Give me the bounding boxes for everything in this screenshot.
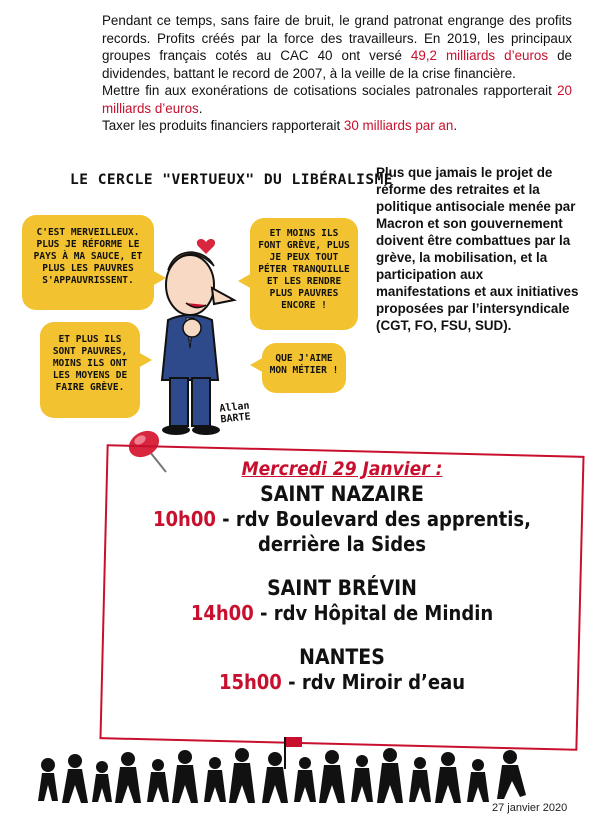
intro-paragraph-3: Taxer les produits financiers rapporterait 30 milliards par an. — [102, 118, 458, 133]
event-date: Mercredi 29 Janvier : — [241, 458, 443, 480]
event-city-saint-nazaire: SAINT NAZAIRE — [260, 482, 424, 506]
event-city-saint-brevin: SAINT BRÉVIN — [267, 576, 417, 600]
speech-bubble-1: C'EST MERVEILLEUX. PLUS JE RÉFORME LE PAYS À MA SAUCE, ET PLUS LES PAUVRES S'APPAUVRISSENT. — [22, 215, 154, 310]
event-detail-saint-brevin: 14h00 - rdv Hôpital de Mindin — [190, 601, 494, 625]
event-list — [103, 457, 581, 695]
event-city-nantes: NANTES — [299, 645, 385, 669]
event-detail-saint-nazaire: 10h00 - rdv Boulevard des apprentis, derrière la Sides — [153, 507, 531, 556]
intro-paragraph-1: Pendant ce temps, sans faire de bruit, le grand patronat engrange des profits records. Profits créés par la force des travailleurs. En 2019, les principaux groupes français cotés au CAC 40 ont versé 49,2 milliards d’euros de dividendes, battant le record de 2007, à la veille de la crise financière. — [102, 13, 572, 81]
cartoon-title: LE CERCLE "VERTUEUX" DU LIBÉRALISME — [70, 172, 394, 188]
artist-signature: Allan BARTE — [218, 400, 252, 426]
event-detail-nantes: 15h00 - rdv Miroir d’eau — [218, 670, 466, 694]
dividends-amount: 49,2 milliards d’euros — [410, 48, 549, 63]
heart-icon — [197, 239, 215, 254]
footer-date: 27 janvier 2020 — [492, 802, 568, 814]
exonerations-amount: 20 milliards d’euros — [102, 83, 572, 116]
side-text: Plus que jamais le projet de réforme des retraites et la politique antisociale menée par Macron et son gouvernement doivent être combattues par la grève, la mobilisation, et la participation aux manifestations et aux initiatives proposées par l’intersyndicale (CGT, FO, FSU, SUD). — [376, 165, 579, 333]
speech-bubble-4: QUE J'AIME MON MÉTIER ! — [262, 343, 346, 393]
protest-crowd-silhouette — [30, 735, 535, 820]
speech-bubble-3: ET PLUS ILS SONT PAUVRES, MOINS ILS ONT LES MOYENS DE FAIRE GRÈVE. — [40, 322, 140, 418]
speech-bubble-2: ET MOINS ILS FONT GRÈVE, PLUS JE PEUX TOUT PÉTER TRANQUILLE ET LES RENDRE PLUS PAUVRES ENCORE ! — [250, 218, 358, 330]
intro-text — [102, 12, 572, 135]
tax-amount: 30 milliards par an — [343, 118, 454, 133]
intro-paragraph-2: Mettre fin aux exonérations de cotisations sociales patronales rapporterait 20 milliards d’euros. — [102, 83, 572, 116]
